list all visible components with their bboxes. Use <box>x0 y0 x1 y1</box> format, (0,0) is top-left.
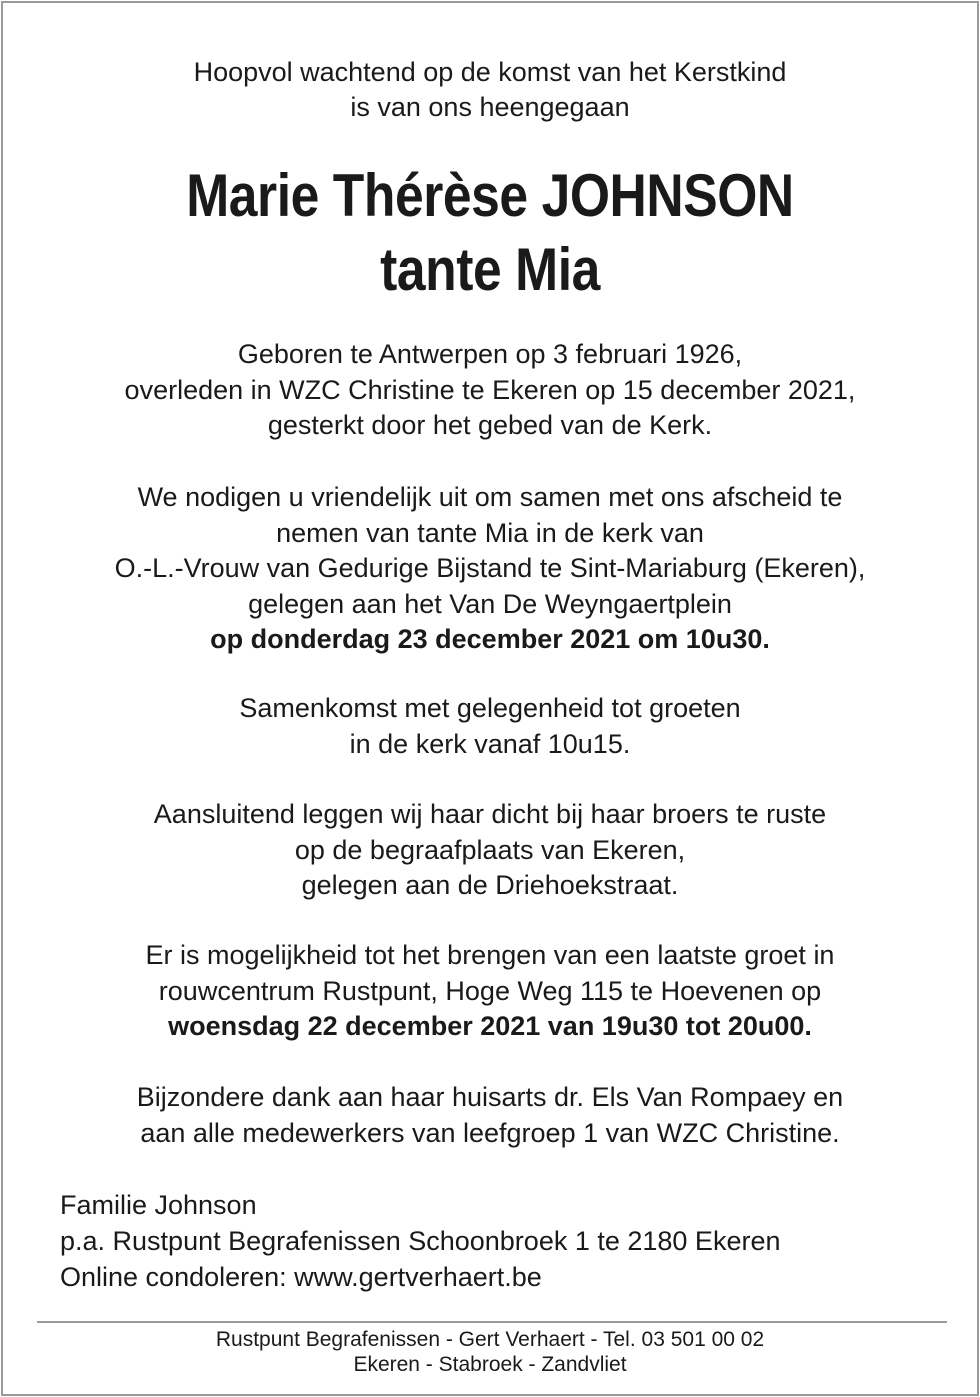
family-contact <box>60 1187 780 1295</box>
invitation-line: We nodigen u vriendelijk uit om samen met ons afscheid te <box>137 482 843 512</box>
funeral-invitation <box>3 480 977 658</box>
family-name: Familie Johnson <box>60 1190 257 1220</box>
gathering-line: in de kerk vanaf 10u15. <box>349 728 631 759</box>
thanks-line: Bijzondere dank aan haar huisarts dr. Els Van Rompaey en <box>136 1082 844 1112</box>
burial-line: op de begraafplaats van Ekeren, <box>294 834 686 865</box>
nickname: tante Mia <box>380 236 600 303</box>
funeral-home-footer <box>3 1327 977 1377</box>
deceased-name <box>71 159 909 307</box>
invitation-line: gelegen aan het Van De Weyngaertplein <box>248 588 732 619</box>
intro-line: is van ons heengegaan <box>350 92 630 122</box>
funeral-datetime: op donderdag 23 december 2021 om 10u30. <box>210 624 770 654</box>
thanks-line: aan alle medewerkers van leefgroep 1 van WZC Christine. <box>140 1117 840 1148</box>
gathering-line: Samenkomst met gelegenheid tot groeten <box>239 693 741 723</box>
thanks-info <box>3 1080 977 1151</box>
death-line: overleden in WZC Christine te Ekeren op 15 december 2021, <box>124 374 856 405</box>
condolence-link[interactable]: Online condoleren: www.gertverhaert.be <box>60 1262 542 1292</box>
footer-divider <box>37 1321 947 1323</box>
invitation-line: nemen van tante Mia in de kerk van <box>276 517 704 548</box>
intro-line: Hoopvol wachtend op de komst van het Kerstkind <box>193 57 787 87</box>
footer-line: Ekeren - Stabroek - Zandvliet <box>353 1353 627 1376</box>
family-address: p.a. Rustpunt Begrafenissen Schoonbroek 1 te 2180 Ekeren <box>60 1226 781 1256</box>
invitation-line: O.-L.-Vrouw van Gedurige Bijstand te Sint-Mariaburg (Ekeren), <box>114 553 866 583</box>
gathering-info <box>3 691 977 762</box>
burial-line: Aansluitend leggen wij haar dicht bij haar broers te ruste <box>153 799 827 829</box>
blessing-line: gesterkt door het gebed van de Kerk. <box>267 410 713 440</box>
visitation-datetime: woensdag 22 december 2021 van 19u30 tot 20u00. <box>168 1011 812 1041</box>
full-name: Marie Thérèse JOHNSON <box>186 162 794 229</box>
visitation-line: Er is mogelijkheid tot het brengen van een laatste groet in <box>145 940 835 970</box>
intro-text <box>3 55 977 125</box>
burial-info <box>3 797 977 904</box>
death-notice <box>1 1 979 1396</box>
visitation-info <box>3 938 977 1045</box>
birth-death-info <box>3 337 977 444</box>
visitation-line: rouwcentrum Rustpunt, Hoge Weg 115 te Hoevenen op <box>158 975 822 1006</box>
burial-line: gelegen aan de Driehoekstraat. <box>301 870 679 900</box>
footer-line: Rustpunt Begrafenissen - Gert Verhaert - Tel. 03 501 00 02 <box>215 1328 765 1351</box>
birth-line: Geboren te Antwerpen op 3 februari 1926, <box>237 339 743 369</box>
